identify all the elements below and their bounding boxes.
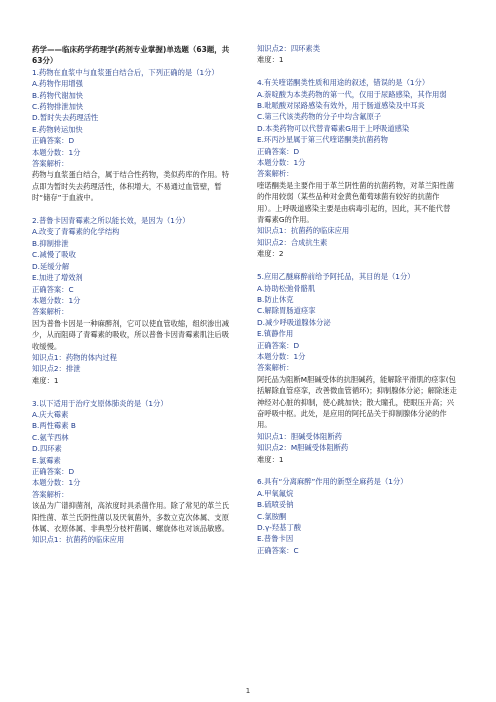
knowledge-point: 知识点2：合成抗生素 [257, 237, 328, 247]
answer-option: A.改变了青霉素的化学结构 [32, 227, 120, 237]
answer-option: C.药物排泄加快 [32, 102, 84, 112]
question-gap [32, 386, 232, 397]
answer-option: D.延缓分解 [32, 261, 70, 271]
answer-option: B.抑制排泄 [32, 238, 69, 248]
correct-answer: 正确答案：D [32, 136, 75, 146]
knowledge-point: 知识点2：M胆碱受体阻断药 [257, 443, 349, 453]
answer-option: A.药物作用增强 [32, 79, 83, 89]
answer-option: D.四环素 [32, 444, 62, 454]
question-score: 本题分数：1分 [32, 147, 81, 157]
answer-option: A.萘啶酸为本类药物的第一代，仅用于尿路感染，其作用弱 [257, 89, 447, 99]
knowledge-point: 知识点1：药物的体内过程 [32, 352, 117, 362]
analysis-label: 答案解析： [32, 307, 69, 317]
question-stem: 1.药物在血浆中与血浆蛋白结合后，下列正确的是（1分） [32, 67, 219, 77]
difficulty-level: 难度：1 [257, 55, 284, 65]
question-score: 本题分数：1分 [257, 158, 306, 168]
answer-option: B.吡哌酸对尿路感染有效外，用于肠道感染及中耳炎 [257, 101, 425, 111]
answer-option: B.药物代谢加快 [32, 90, 84, 100]
answer-option: C.第三代该类药物的分子中均含氟原子 [257, 112, 382, 122]
analysis-label: 答案解析： [32, 159, 69, 169]
correct-answer: 正确答案：C [257, 545, 299, 555]
page-title: 药学——临床药学药理学(药剂专业掌握)单选题（63题，共63分） [32, 45, 230, 66]
correct-answer: 正确答案：C [32, 284, 74, 294]
question-gap [32, 204, 232, 215]
question-block [257, 271, 457, 465]
analysis-label: 答案解析： [32, 489, 69, 499]
answer-option: B.防止休克 [257, 294, 294, 304]
answer-option: C.减慢了吸收 [32, 250, 76, 260]
knowledge-point: 知识点2：四环素类 [257, 44, 321, 53]
answer-option: A.协助松弛骨骼肌 [257, 283, 316, 293]
answer-option: D.γ-羟基丁酸 [257, 523, 302, 533]
analysis-text: 因为普鲁卡因是一种麻醉剂，它可以使血管收缩，组织渗出减少，从而阻碍了青霉素的吸收，所以普鲁卡因青霉素肌注后吸收缓慢。 [32, 318, 230, 351]
answer-option: D.暂时失去药理活性 [32, 113, 99, 123]
knowledge-point: 知识点1：抗菌药的临床应用 [257, 226, 350, 236]
answer-option: B.两性霉素 B [32, 421, 76, 431]
knowledge-point: 知识点1：抗菌药的临床应用 [32, 535, 125, 545]
analysis-text: 药物与血浆蛋白结合，属于结合性药物，类似药库的作用。特点即为暂时失去药理活性，体积增大，不易通过血管壁，暂时“储存”于血液中。 [32, 170, 230, 203]
knowledge-point: 知识点1：胆碱受体阻断药 [257, 431, 342, 441]
question-block [32, 215, 232, 386]
question-score: 本题分数：1分 [257, 351, 306, 361]
answer-option: D.本类药物可以代替青霉素G用于上呼吸道感染 [257, 123, 410, 133]
question-stem: 5.应用乙醚麻醉前给予阿托品，其目的是（1分） [257, 272, 415, 282]
question-block [257, 77, 457, 260]
question-block [32, 398, 232, 546]
question-stem: 6.具有“分离麻醉”作用的新型全麻药是（1分） [257, 477, 408, 487]
answer-option: E.镇静作用 [257, 329, 294, 339]
difficulty-level: 难度：2 [257, 249, 284, 259]
answer-option: C.氨苄西林 [32, 432, 69, 442]
question-gap [257, 260, 457, 271]
answer-option: C.解除胃肠道痉挛 [257, 306, 316, 316]
answer-option: B.硫喷妥钠 [257, 500, 294, 510]
question-stem: 2.普鲁卡因青霉素之所以能长效，是因为（1分） [32, 216, 190, 226]
correct-answer: 正确答案：D [257, 146, 300, 156]
question-score: 本题分数：1分 [32, 478, 81, 488]
left-column [32, 44, 232, 546]
page-number: 1 [245, 687, 251, 695]
answer-option: E.氯霉素 [32, 455, 61, 465]
answer-option: A.庆大霉素 [32, 409, 69, 419]
question-score: 本题分数：1分 [32, 295, 81, 305]
analysis-label: 答案解析： [257, 363, 294, 373]
answer-option: E.加进了增效剂 [32, 273, 83, 283]
knowledge-point: 知识点2：排泄 [32, 364, 81, 374]
question-gap [257, 465, 457, 476]
answer-option: E.普鲁卡因 [257, 534, 294, 544]
answer-option: C.氯胺酮 [257, 511, 287, 521]
analysis-text: 该品为广谱抑菌剂，高浓度时具杀菌作用。除了常见的革兰氏阳性菌、革兰氏阴性菌以及厌氧菌外，多数立克次体属、支原体属、衣原体属、非典型分枝杆菌属、螺旋体也对该品敏感。 [32, 501, 230, 534]
analysis-text: 阿托品为阻断M胆碱受体的抗胆碱药，能解除平滑肌的痉挛(包括解除血管痉挛，改善微血管循环)；抑制腺体分泌；解除迷走神经对心脏的抑制，使心跳加快；散大瞳孔，使眼压升高；兴奋呼吸中枢。此处，是应用的阿托品关于抑制腺体分泌的作用。 [257, 374, 457, 430]
correct-answer: 正确答案：D [257, 340, 300, 350]
analysis-label: 答案解析： [257, 169, 294, 179]
question-block [32, 67, 232, 204]
question-stem: 4.有关喹诺酮类性质和用途的叙述，错误的是（1分） [257, 78, 430, 88]
right-column [257, 43, 457, 556]
difficulty-level: 难度：1 [257, 454, 284, 464]
answer-option: A.甲氧氟烷 [257, 488, 294, 498]
question-gap [257, 66, 457, 77]
question-stem: 3.以下适用于治疗支原体肺炎的是（1分） [32, 398, 168, 408]
difficulty-level: 难度：1 [32, 375, 59, 385]
question-block [257, 43, 457, 66]
answer-option: D.减少呼吸道腺体分泌 [257, 317, 331, 327]
analysis-text: 喹诺酮类是主要作用于革兰阴性菌的抗菌药物，对革兰阳性菌的作用较弱（某些品种对金黄色葡萄球菌有较好的抗菌作用）。上呼吸道感染主要是由病毒引起的，因此，其不能代替青霉素G的作用。 [257, 180, 455, 225]
question-block [257, 476, 457, 556]
correct-answer: 正确答案：D [32, 467, 75, 476]
answer-option: E.环丙沙星属于第三代喹诺酮类抗菌药物 [257, 135, 388, 145]
answer-option: E.药物转运加快 [32, 124, 83, 134]
